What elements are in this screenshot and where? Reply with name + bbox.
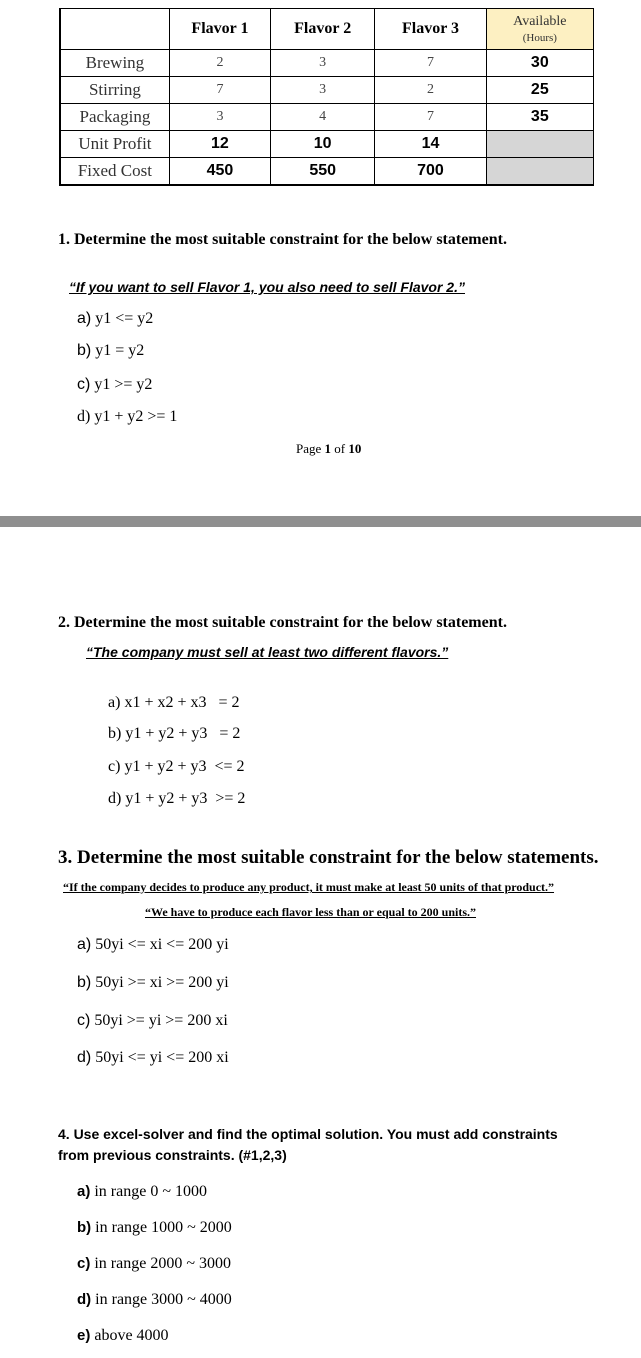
- row-label-packaging: Packaging: [60, 104, 169, 131]
- question-3-option-d[interactable]: [77, 1049, 229, 1067]
- question-3-title-text: 3. Determine the most suitable constraint for the below statements.: [58, 847, 599, 868]
- header-available-hours: [486, 9, 593, 50]
- row-label-stirring: Stirring: [60, 77, 169, 104]
- option-label: c): [77, 376, 91, 393]
- option-text: above 4000: [94, 1327, 169, 1344]
- table-row: [60, 50, 594, 77]
- question-4-option-c[interactable]: [77, 1255, 231, 1273]
- page-middle: of: [331, 441, 349, 456]
- question-2-title: 2. Determine the most suitable constraint for the below statement.: [58, 614, 507, 631]
- question-1-title: 1. Determine the most suitable constraint for the below statement.: [58, 231, 507, 248]
- question-4-option-d[interactable]: [77, 1291, 232, 1309]
- header-flavor-3: Flavor 3: [375, 9, 486, 50]
- header-flavor-2: Flavor 2: [271, 9, 375, 50]
- option-label: c): [108, 758, 121, 775]
- table-row: [60, 131, 594, 158]
- option-label: c): [77, 1012, 91, 1029]
- question-3-option-c[interactable]: [77, 1012, 228, 1030]
- table-cell: 14: [375, 131, 486, 158]
- option-label: c): [77, 1255, 91, 1272]
- table-cell: 2: [169, 50, 270, 77]
- option-label: d): [77, 408, 91, 425]
- row-label-brewing: Brewing: [60, 50, 169, 77]
- question-1-option-d[interactable]: [77, 408, 177, 426]
- option-label: a): [77, 310, 92, 327]
- table-cell: 7: [375, 104, 486, 131]
- option-text: in range 1000 ~ 2000: [95, 1219, 232, 1236]
- option-label: b): [77, 342, 92, 359]
- option-label: b): [77, 1219, 92, 1236]
- available-label: Available: [513, 14, 567, 29]
- table-cell: 450: [169, 158, 270, 186]
- page-footer: [296, 441, 361, 457]
- option-text: in range 3000 ~ 4000: [95, 1291, 232, 1308]
- table-cell: 3: [271, 50, 375, 77]
- question-2-option-b[interactable]: [100, 707, 240, 743]
- table-cell: 700: [375, 158, 486, 186]
- table-corner: [60, 9, 169, 50]
- page-prefix: Page: [296, 441, 325, 456]
- table-cell: 7: [169, 77, 270, 104]
- question-4-option-e[interactable]: [77, 1327, 169, 1345]
- option-label: b): [77, 974, 92, 991]
- hours-cell: 35: [486, 104, 593, 131]
- table-cell: 7: [375, 50, 486, 77]
- row-label-unit-profit: Unit Profit: [60, 131, 169, 158]
- option-text: y1 + y2 + y3 >= 2: [125, 790, 246, 807]
- question-1-quote: “If you want to sell Flavor 1, you also need to sell Flavor 2.”: [69, 279, 465, 295]
- option-text: y1 >= y2: [94, 376, 153, 393]
- question-4-option-a[interactable]: [77, 1183, 207, 1201]
- question-4-option-b[interactable]: [77, 1219, 232, 1237]
- table-cell: 3: [271, 77, 375, 104]
- header-flavor-1: Flavor 1: [169, 9, 270, 50]
- option-text: x1 + x2 + x3 = 2: [124, 694, 240, 711]
- empty-gray-cell: [486, 131, 593, 158]
- question-2-quote: “The company must sell at least two different flavors.”: [86, 644, 449, 660]
- option-text: y1 + y2 + y3 = 2: [125, 725, 241, 742]
- table-cell: 12: [169, 131, 270, 158]
- option-text: y1 = y2: [95, 342, 145, 359]
- table-row: [60, 158, 594, 186]
- table-cell: 2: [375, 77, 486, 104]
- question-1-option-c[interactable]: [77, 376, 152, 394]
- option-text: 50yi >= yi >= 200 xi: [94, 1012, 228, 1029]
- question-3-quote-1: “If the company decides to produce any product, it must make at least 50 units of that product.”: [63, 880, 555, 894]
- option-text: y1 + y2 >= 1: [94, 408, 178, 425]
- option-text: y1 <= y2: [95, 310, 154, 327]
- option-label: d): [77, 1291, 92, 1308]
- data-table: [59, 8, 594, 186]
- question-1-option-a[interactable]: [77, 310, 153, 328]
- option-text: 50yi >= xi >= 200 yi: [95, 974, 229, 991]
- option-label: a): [77, 936, 92, 953]
- option-label: e): [77, 1327, 91, 1344]
- table-row: [60, 104, 594, 131]
- table-cell: 3: [169, 104, 270, 131]
- page-break: [0, 516, 641, 527]
- hours-cell: 30: [486, 50, 593, 77]
- option-label: a): [77, 1183, 91, 1200]
- option-text: in range 0 ~ 1000: [94, 1183, 207, 1200]
- table-row: [60, 77, 594, 104]
- question-2-option-d[interactable]: [100, 772, 245, 808]
- option-label: d): [108, 790, 122, 807]
- option-label: d): [77, 1049, 92, 1066]
- question-1-option-b[interactable]: [77, 342, 144, 360]
- hours-cell: 25: [486, 77, 593, 104]
- question-4-title-line-1: 4. Use excel-solver and find the optimal solution. You must add constraints: [58, 1126, 558, 1142]
- option-label: b): [108, 725, 122, 742]
- empty-gray-cell: [486, 158, 593, 186]
- table-cell: 4: [271, 104, 375, 131]
- table-cell: 10: [271, 131, 375, 158]
- page-total: 10: [348, 441, 362, 456]
- row-label-fixed-cost: Fixed Cost: [60, 158, 169, 186]
- option-text: in range 2000 ~ 3000: [94, 1255, 231, 1272]
- question-3-title: [58, 847, 599, 869]
- question-3-quote-2: “We have to produce each flavor less than or equal to 200 units.”: [145, 905, 477, 919]
- question-3-option-b[interactable]: [77, 974, 229, 992]
- option-text: 50yi <= yi <= 200 xi: [95, 1049, 229, 1066]
- table-cell: 550: [271, 158, 375, 186]
- question-4-title-line-2: from previous constraints. (#1,2,3): [58, 1147, 287, 1163]
- question-2-option-c[interactable]: [100, 740, 245, 776]
- hours-label: (Hours): [522, 32, 557, 44]
- option-text: y1 + y2 + y3 <= 2: [124, 758, 245, 775]
- question-3-option-a[interactable]: [77, 936, 229, 954]
- option-label: a): [108, 694, 121, 711]
- page-current: 1: [324, 441, 332, 456]
- option-text: 50yi <= xi <= 200 yi: [95, 936, 229, 953]
